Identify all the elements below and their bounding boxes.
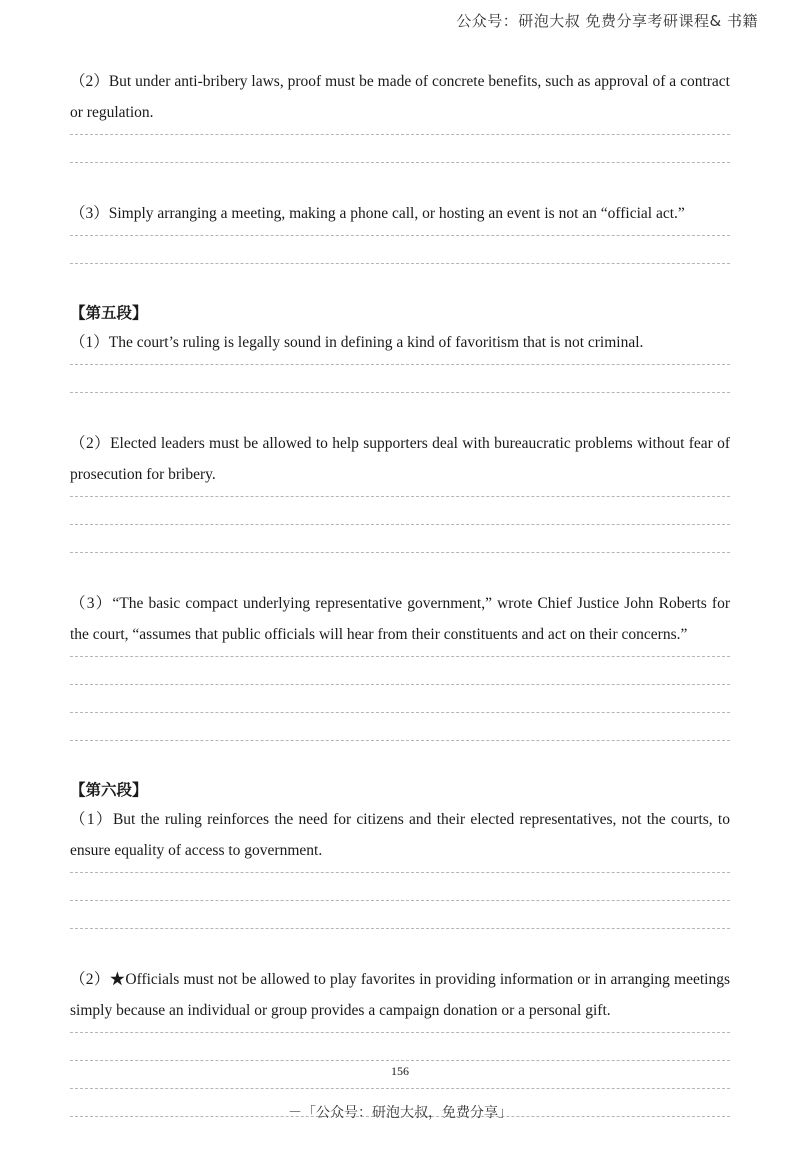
answer-lines bbox=[70, 134, 730, 190]
answer-line bbox=[70, 656, 730, 684]
answer-line bbox=[70, 524, 730, 552]
sentence-item: （1）The court’s ruling is legally sound in defining a kind of favoritism that is not criminal. bbox=[70, 334, 644, 351]
section-heading: 【第五段】 bbox=[70, 304, 148, 322]
answer-lines bbox=[70, 496, 730, 580]
answer-line bbox=[70, 496, 730, 524]
document-body bbox=[70, 66, 730, 1152]
sentence-item: （1）But the ruling reinforces the need for citizens and their elected representatives, not the courts, to ensure equality of access to government. bbox=[70, 811, 730, 859]
answer-line bbox=[70, 552, 730, 580]
sentence-item: （3）“The basic compact underlying representative government,” wrote Chief Justice John Roberts for the court, “assumes that public officials will hear from their constituents and act on their concerns.” bbox=[70, 595, 730, 643]
page-number: 156 bbox=[391, 1064, 409, 1078]
answer-line bbox=[70, 928, 730, 956]
answer-line bbox=[70, 872, 730, 900]
answer-line bbox=[70, 364, 730, 392]
answer-line bbox=[70, 162, 730, 190]
answer-line bbox=[70, 392, 730, 420]
section-heading: 【第六段】 bbox=[70, 781, 148, 799]
answer-line bbox=[70, 684, 730, 712]
sentence-item: （3）Simply arranging a meeting, making a phone call, or hosting an event is not an “official act.” bbox=[70, 205, 685, 222]
answer-lines bbox=[70, 872, 730, 956]
page-footer: －「公众号：研泡大叔，免费分享」 bbox=[288, 1105, 512, 1121]
answer-lines bbox=[70, 1032, 730, 1144]
answer-line bbox=[70, 740, 730, 768]
answer-line bbox=[70, 712, 730, 740]
answer-line bbox=[70, 900, 730, 928]
sentence-item: （2）Elected leaders must be allowed to help supporters deal with bureaucratic problems without fear of prosecution for bribery. bbox=[70, 435, 730, 483]
answer-lines bbox=[70, 364, 730, 420]
answer-line bbox=[70, 134, 730, 162]
sentence-item: （2）But under anti-bribery laws, proof must be made of concrete benefits, such as approval of a contract or regulation. bbox=[70, 73, 730, 121]
sentence-item: （2）★Officials must not be allowed to play favorites in providing information or in arranging meetings simply because an individual or group provides a campaign donation or a personal gift. bbox=[70, 971, 730, 1019]
answer-lines bbox=[70, 656, 730, 768]
page-header: 公众号：研泡大叔 免费分享考研课程& 书籍 bbox=[456, 12, 758, 30]
answer-line bbox=[70, 1032, 730, 1060]
answer-lines bbox=[70, 235, 730, 291]
answer-line bbox=[70, 235, 730, 263]
answer-line bbox=[70, 263, 730, 291]
